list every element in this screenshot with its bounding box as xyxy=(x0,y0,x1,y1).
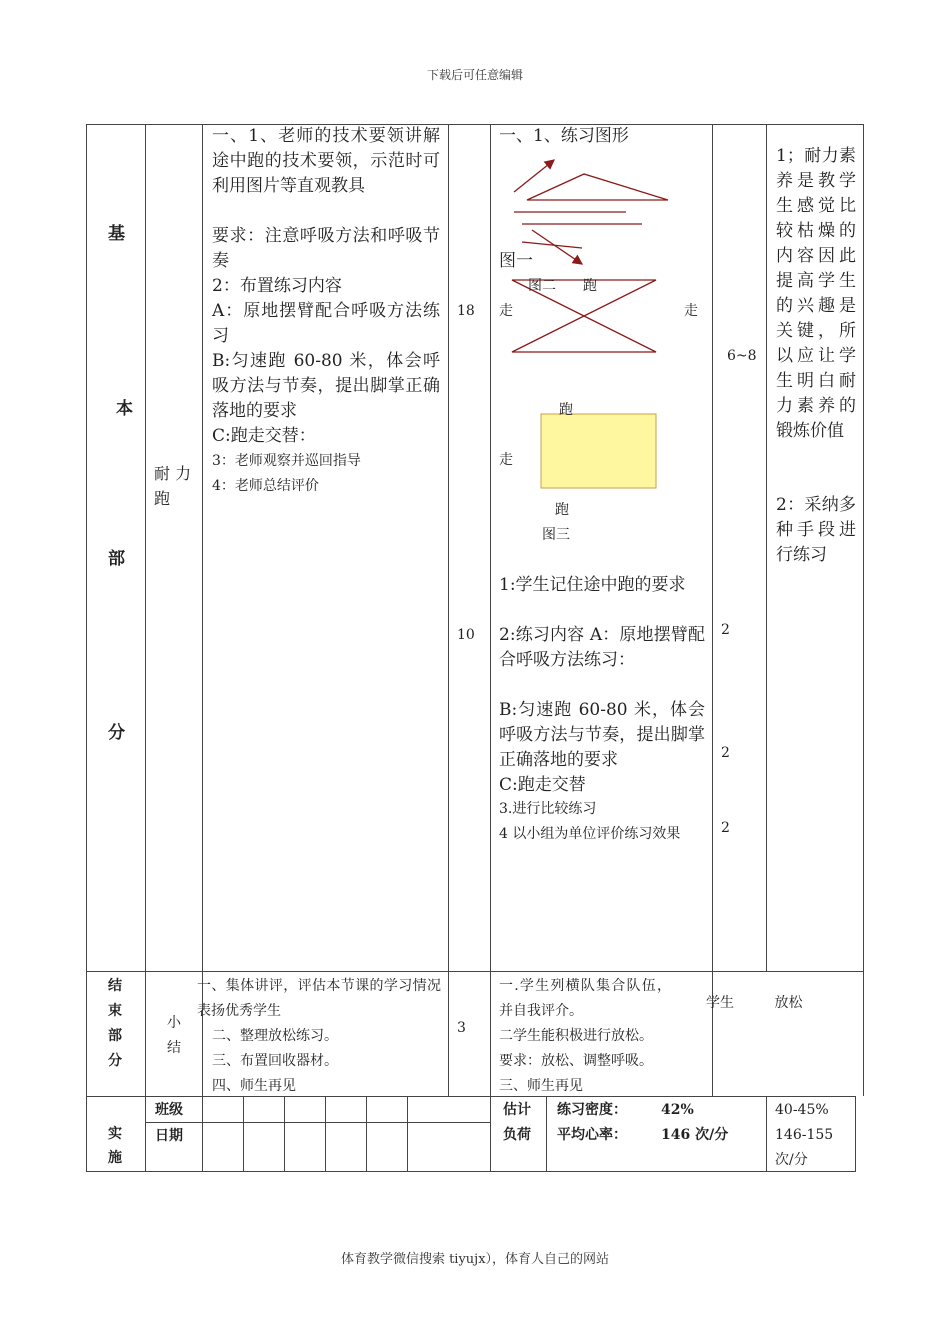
end-teacher-1: 一、集体讲评，评估本节课的学习情况 表扬优秀学生 xyxy=(197,978,441,1019)
estimate-label-2: 负荷 xyxy=(503,1127,531,1143)
practice-figures xyxy=(492,148,710,498)
figure-3-walk: 走 xyxy=(499,452,513,468)
figure-1-triangle xyxy=(527,174,668,200)
teacher-item-c: C:跑走交替： xyxy=(212,426,316,446)
note-2: 2：采纳多种手段进行练习 xyxy=(776,495,856,565)
note-1: 1；耐力素养是教学生感觉比较枯燥的内容因此提高学生的兴趣是关键，所以应让学生明白耐力素养的锻炼价值 xyxy=(776,146,856,441)
heart-rate-value: 146 次/分 xyxy=(661,1127,729,1143)
time-value-2: 10 xyxy=(457,627,475,643)
teacher-item-a: A：原地摆臂配合呼吸方法练习 xyxy=(212,301,440,346)
heart-rate-label: 平均心率： xyxy=(557,1127,627,1143)
date-label: 日期 xyxy=(155,1128,183,1144)
figure-3-rect xyxy=(541,414,656,488)
figure-1-label: 图一 xyxy=(499,251,533,271)
heart-rate-range: 146-155 次/分 xyxy=(775,1127,834,1168)
header-note: 下载后可任意编辑 xyxy=(426,68,523,82)
end-teacher-4: 四、师生再见 xyxy=(212,1078,296,1094)
figure-1-arrow-up xyxy=(514,160,554,192)
student-task-3: 3.进行比较练习 xyxy=(499,801,597,817)
figure-2-run-label: 跑 xyxy=(583,278,597,294)
teacher-step-4: 4：老师总结评价 xyxy=(212,478,319,494)
end-time-value: 3 xyxy=(457,1020,466,1036)
end-student-3: 要求：放松、调整呼吸。 xyxy=(499,1053,653,1069)
teacher-step-2: 2：布置练习内容 xyxy=(212,276,342,296)
end-teacher-3: 三、布置回收器材。 xyxy=(212,1053,338,1069)
student-task-b: B:匀速跑 60-80 米，体会呼吸方法与节奏，提出脚掌正确落地的要求 xyxy=(499,700,705,770)
figure-3-run-bottom: 跑 xyxy=(555,502,569,518)
teacher-step-1: 一、1、老师的技术要领讲解途中跑的技术要领，示范时可利用图片等直观教具 xyxy=(212,126,440,196)
student-task-1: 1:学生记住途中跑的要求 xyxy=(499,575,686,595)
count-value-4: 2 xyxy=(721,820,730,836)
time-value-1: 18 xyxy=(457,303,475,319)
content-label: 耐 力 跑 xyxy=(154,464,192,508)
end-label-char-2: 束 xyxy=(108,1003,122,1019)
density-label: 练习密度： xyxy=(557,1102,627,1118)
end-content-char-2: 结 xyxy=(167,1040,181,1056)
end-label-char-1: 结 xyxy=(108,978,122,994)
count-value-2: 2 xyxy=(721,622,730,638)
end-student-4: 三、师生再见 xyxy=(499,1078,583,1094)
count-value-1: 6~8 xyxy=(727,348,757,364)
bottom-label-char-1: 实 xyxy=(108,1126,122,1142)
end-label-char-3: 部 xyxy=(108,1028,122,1044)
density-range: 40-45% xyxy=(775,1102,829,1118)
student-step-1: 一、1、练习图形 xyxy=(499,126,629,146)
end-teacher-2: 二、整理放松练习。 xyxy=(212,1028,338,1044)
bottom-label-char-2: 施 xyxy=(108,1150,122,1166)
figure-2-walk-right: 走 xyxy=(684,303,698,319)
count-value-3: 2 xyxy=(721,745,730,761)
section-label-char-2: 本 xyxy=(116,399,133,419)
section-label-char-4: 分 xyxy=(108,723,125,743)
student-task-4: 4 以小组为单位评价练习效果 xyxy=(499,826,681,842)
end-content-char-1: 小 xyxy=(167,1015,181,1031)
end-label-char-4: 分 xyxy=(108,1053,122,1069)
class-label: 班级 xyxy=(155,1102,183,1118)
density-value: 42% xyxy=(661,1102,694,1118)
footer-note: 体育教学微信搜索 tiyujx），体育人自己的网站 xyxy=(340,1252,610,1267)
estimate-label-1: 估计 xyxy=(503,1102,531,1118)
end-student-1: 一.学生列横队集合队伍，并自我评介。 xyxy=(499,978,671,1019)
student-task-2: 2:练习内容 A：原地摆臂配合呼吸方法练习： xyxy=(499,625,705,670)
section-label-char-3: 部 xyxy=(108,549,125,569)
teacher-step-3: 3：老师观察并巡回指导 xyxy=(212,453,361,469)
end-student-2: 二学生能积极进行放松。 xyxy=(499,1028,653,1044)
section-label-char-1: 基 xyxy=(108,224,125,244)
teacher-requirement: 要求：注意呼吸方法和呼吸节奏 xyxy=(212,226,440,271)
figure-3-label: 图三 xyxy=(542,527,570,543)
end-note: 学生 放松 xyxy=(706,995,803,1011)
figure-2-walk-left: 走 xyxy=(499,303,513,319)
student-task-c: C:跑走交替 xyxy=(499,775,586,795)
figure-2-label: 图二 xyxy=(528,278,556,294)
figure-3-run-top: 跑 xyxy=(559,402,573,418)
teacher-item-b: B:匀速跑 60-80 米，体会呼吸方法与节奏，提出脚掌正确落地的要求 xyxy=(212,351,440,421)
